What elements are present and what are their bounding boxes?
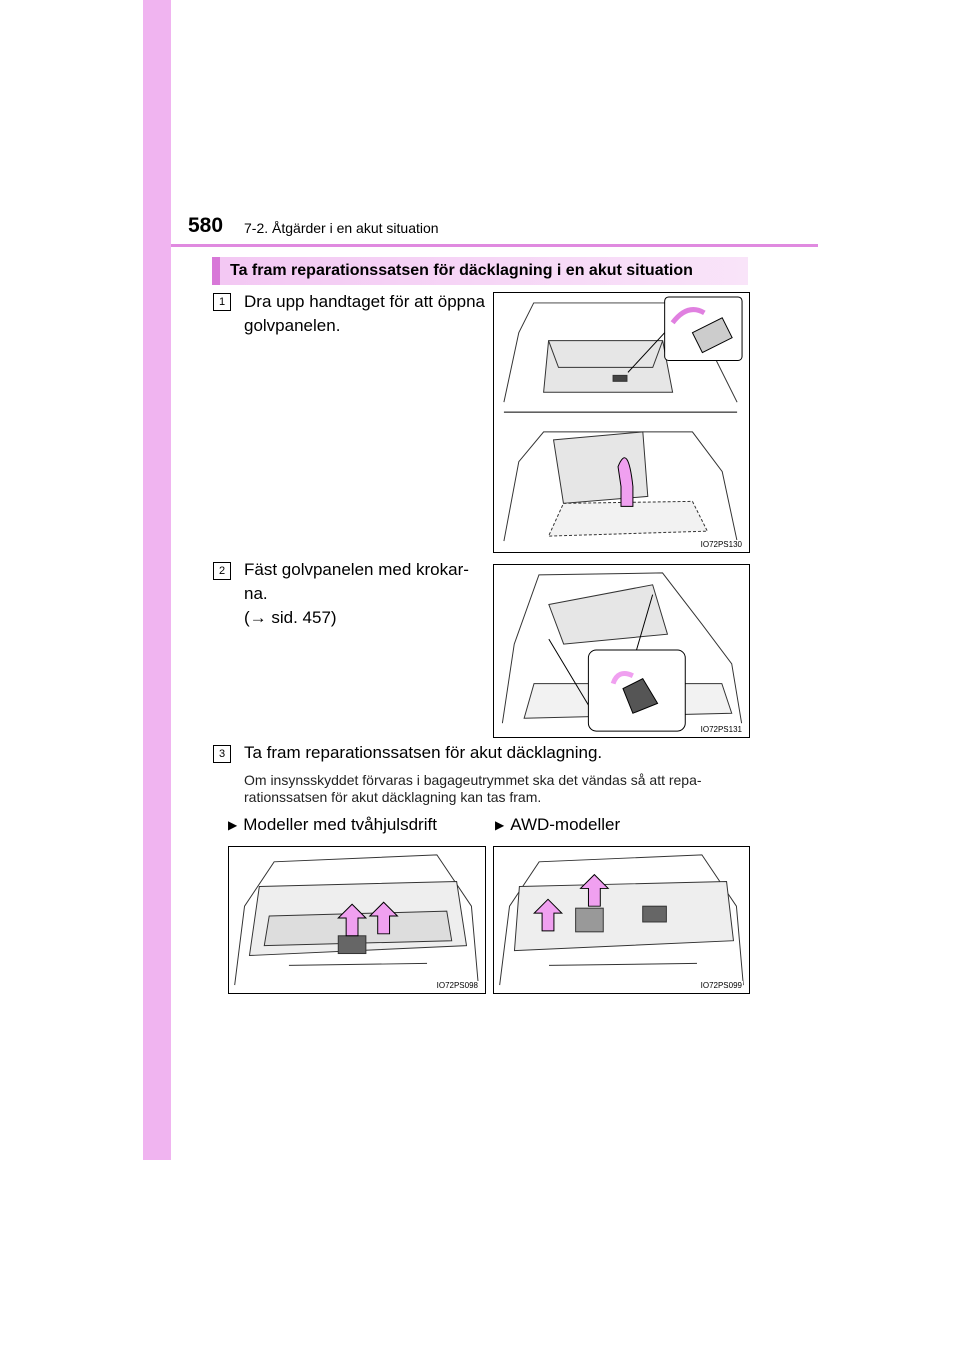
figure-open-floor-panel <box>493 292 750 553</box>
figure-id: IO72PS099 <box>700 981 742 990</box>
figure-id: IO72PS131 <box>700 725 742 734</box>
step-2-number: 2 <box>213 562 231 580</box>
figure-open-floor-panel-drawing <box>494 293 749 552</box>
figure-awd-kit-drawing <box>494 847 749 993</box>
triangle-right-icon: ▶ <box>495 818 505 832</box>
step-2-line-2: na. <box>244 584 268 603</box>
figure-2wd-kit <box>228 846 486 994</box>
step-2-line-1: Fäst golvpanelen med krokar- <box>244 560 469 579</box>
step-3-note-line-1: Om insynsskyddet förvaras i bagageutrymmet ska det vändas så att repa- <box>244 772 702 788</box>
figure-id: IO72PS098 <box>436 981 478 990</box>
figure-2wd-kit-drawing <box>229 847 485 993</box>
step-3-text: Ta fram reparationssatsen för akut däcklagning. <box>244 743 603 762</box>
page-sidebar-tab <box>143 0 171 1160</box>
step-1-line-1: Dra upp handtaget för att öppna <box>244 292 486 311</box>
section-title: Ta fram reparationssatsen för däcklagning i en akut situation <box>212 257 748 285</box>
chapter-title: 7-2. Åtgärder i en akut situation <box>244 220 439 236</box>
figure-attach-hooks-drawing <box>494 565 749 737</box>
variant-awd-label: AWD-modeller <box>510 815 621 834</box>
page-number: 580 <box>188 214 224 237</box>
triangle-right-icon: ▶ <box>228 818 238 832</box>
figure-id: IO72PS130 <box>700 540 742 549</box>
figure-attach-hooks <box>493 564 750 738</box>
figure-awd-kit <box>493 846 750 994</box>
step-1-line-2: golvpanelen. <box>244 316 341 335</box>
step-1-number: 1 <box>213 293 231 311</box>
variant-2wd-heading <box>228 815 437 835</box>
variant-2wd-label: Modeller med tvåhjulsdrift <box>243 815 437 834</box>
step-3-note-line-2: rationssatsen för akut däcklagning kan tas fram. <box>244 789 542 805</box>
step-2-page-reference[interactable]: (→ sid. 457) <box>244 608 337 627</box>
variant-awd-heading <box>495 815 620 835</box>
step-3-number: 3 <box>213 745 231 763</box>
header-rule <box>171 244 818 247</box>
